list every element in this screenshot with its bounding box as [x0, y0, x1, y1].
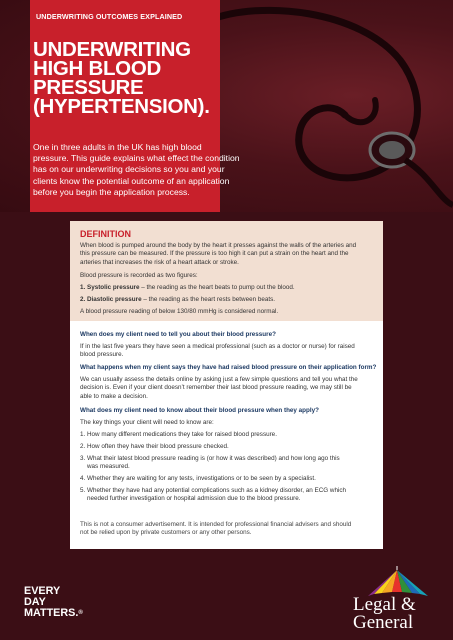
- title-panel: [30, 30, 240, 212]
- text-line: 3. What their latest blood pressure reading is (or how it was described) and how long ago this: [80, 455, 340, 462]
- text-line: This is not a consumer advertisement. It is intended for professional financial advisers and should: [80, 521, 352, 528]
- intro-line: before you begin the application process.: [33, 186, 190, 197]
- hero-banner: [0, 0, 453, 212]
- diastolic-desc: – the reading as the heart rests between beats.: [141, 296, 275, 303]
- intro-line: pressure. This guide explains what effect the condition: [33, 153, 240, 164]
- slogan-line: DAY: [24, 596, 46, 608]
- text-line: decision is. Even if your client doesn’t remember their last blood pressure reading, we may still be: [80, 384, 352, 392]
- header-tab: [30, 0, 220, 30]
- systolic-item: [80, 284, 378, 292]
- disclaimer: [80, 521, 378, 538]
- question-1: When does my client need to tell you about their blood pressure?: [80, 331, 276, 338]
- registered-mark: ®: [78, 610, 83, 616]
- slogan: [24, 586, 83, 619]
- content-panel: [70, 221, 383, 549]
- text-line: needed further investigation or hospital admission due to the blood pressure.: [87, 495, 301, 503]
- slogan-line: EVERY: [24, 585, 61, 597]
- readings-intro: Blood pressure is recorded as two figures:: [80, 272, 198, 279]
- answer-3-intro: The key things your client will need to know are:: [80, 419, 214, 426]
- text-line: this pressure can be measured. If the pressure is too high it can put a strain on the heart and the: [80, 250, 349, 258]
- answer-2: [80, 376, 378, 401]
- page-title: [33, 40, 233, 116]
- text-line: blood pressure.: [80, 351, 124, 359]
- list-item: 1. How many different medications they take for raised blood pressure.: [80, 431, 277, 438]
- question-2: What happens when my client says they have had raised blood pressure on their application form?: [80, 364, 377, 371]
- intro-line: One in three adults in the UK has high blood: [33, 142, 202, 152]
- text-line: When blood is pumped around the body by the heart it presses against the walls of the arteries and: [80, 242, 357, 249]
- brand-line: Legal &: [353, 594, 416, 615]
- definition-paragraph: [80, 242, 378, 267]
- title-line: PRESSURE: [33, 76, 144, 99]
- text-line: 5. Whether they have had any potential complications such as a kidney disorder, an ECG which: [80, 487, 347, 494]
- diastolic-term: 2. Diastolic pressure: [80, 296, 142, 303]
- normal-reading: A blood pressure reading of below 130/80 mmHg is considered normal.: [80, 308, 279, 315]
- text-line: We can usually assess the details online by asking just a few simple questions and tell you what the: [80, 376, 358, 383]
- text-line: arteries that increases the risk of a heart attack or stroke.: [80, 258, 239, 266]
- tab-label: UNDERWRITING OUTCOMES EXPLAINED: [36, 12, 183, 21]
- definition-box: [70, 221, 383, 321]
- systolic-desc: – the reading as the heart beats to pump out the blood.: [139, 284, 295, 291]
- title-line: HIGH BLOOD: [33, 57, 161, 80]
- answer-1: [80, 343, 378, 360]
- title-line: (HYPERTENSION).: [33, 95, 210, 118]
- list-item: 4. Whether they are waiting for any tests, investigations or to be seen by a specialist.: [80, 475, 316, 482]
- list-item: [80, 455, 378, 472]
- intro-text: [33, 142, 255, 198]
- text-line: was measured.: [87, 463, 130, 471]
- text-line: If in the last five years they have seen a medical professional (such as a doctor or nurse) for raised: [80, 343, 355, 350]
- brand-logo-text: [353, 596, 416, 632]
- question-3: What does my client need to know about their blood pressure when they apply?: [80, 407, 319, 414]
- text-line: able to make a decision.: [80, 392, 148, 400]
- definition-heading: DEFINITION: [80, 229, 131, 239]
- title-line: UNDERWRITING: [33, 38, 191, 61]
- text-line: not be relied upon by private customers or any other persons.: [80, 529, 252, 537]
- intro-line: has on our underwriting decisions so you and your: [33, 164, 225, 175]
- systolic-term: 1. Systolic pressure: [80, 284, 140, 291]
- diastolic-item: [80, 296, 378, 304]
- slogan-line: MATTERS.: [24, 607, 79, 619]
- list-item: [80, 487, 378, 504]
- list-item: 2. How often they have their blood pressure checked.: [80, 443, 229, 450]
- intro-line: clients know the potential outcome of an application: [33, 175, 230, 186]
- brand-line: General: [353, 612, 414, 633]
